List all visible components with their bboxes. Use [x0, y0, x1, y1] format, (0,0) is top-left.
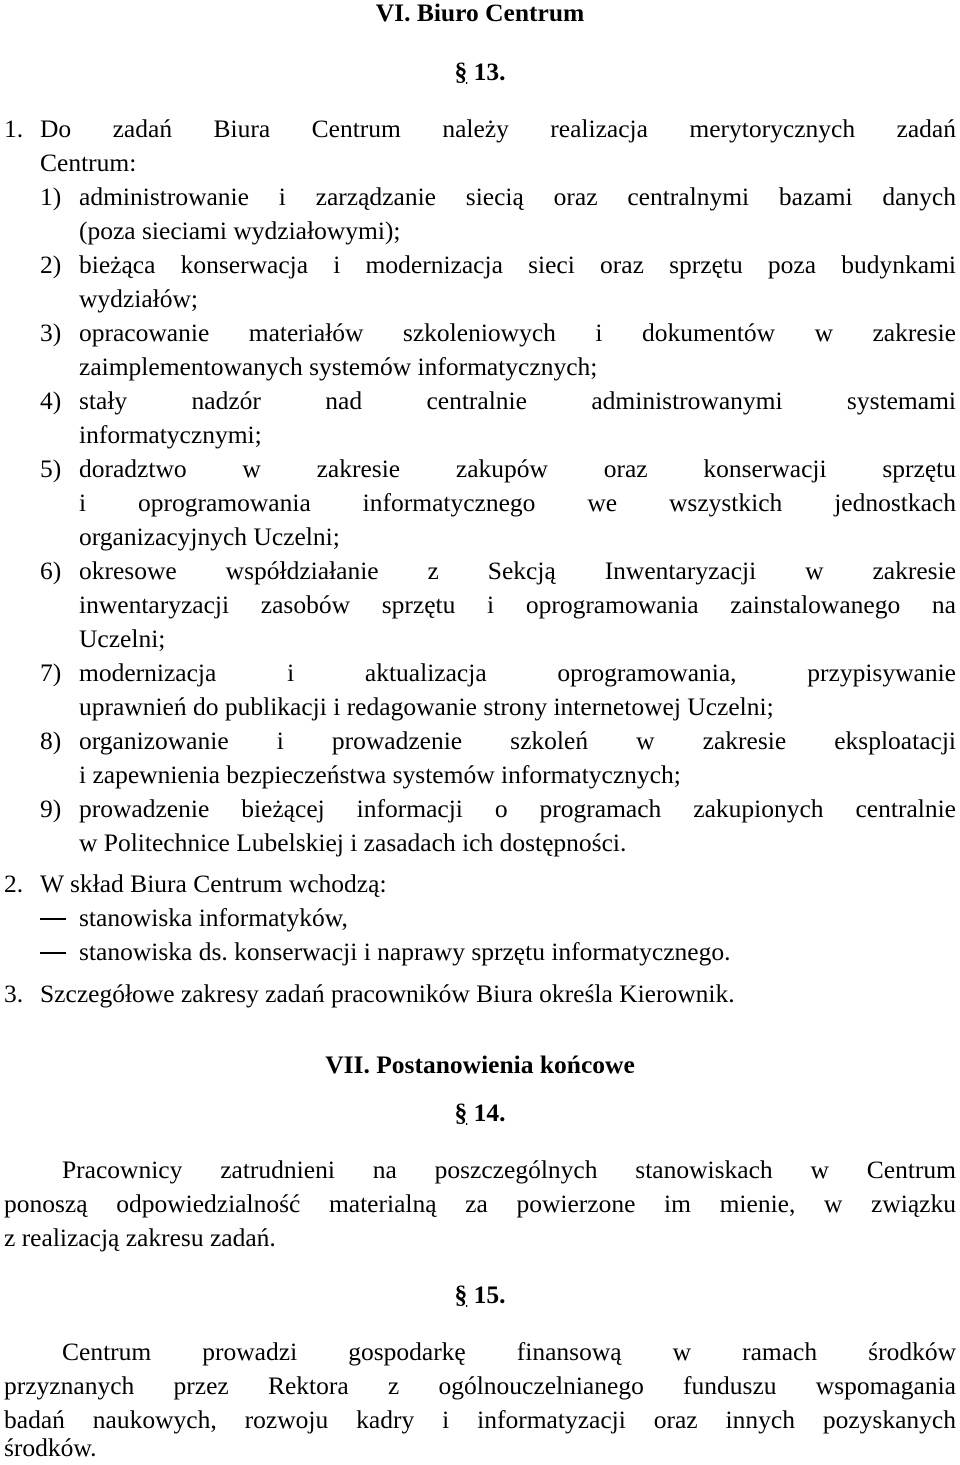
task-line: uprawnień do publikacji i redagowanie strony internetowej Uczelni;: [79, 692, 774, 721]
paragraph-14-text: [4, 1221, 956, 1255]
task-text: [79, 316, 956, 350]
section-sign-icon: §: [454, 57, 468, 86]
paragraph-15-number: 15.: [473, 1280, 506, 1309]
task-text: [79, 656, 956, 690]
item-1-number: 1.: [4, 114, 24, 143]
task-text: [79, 282, 956, 316]
task-line: w Politechnice Lubelskiej i zasadach ich dostępności.: [79, 828, 627, 857]
task-number: 8): [40, 726, 62, 755]
task-number: 9): [40, 794, 62, 823]
dash-item: [79, 901, 956, 935]
task-line: stały nadzór nad centralnie administrowanymi systemami: [79, 386, 956, 415]
paragraph-14-text: [4, 1187, 956, 1221]
section-sign-icon: §: [454, 1280, 468, 1309]
section-sign-icon: §: [454, 1098, 468, 1127]
dash-item: [79, 935, 956, 969]
paragraph-13-number: 13.: [473, 57, 506, 86]
paragraph-line: ponoszą odpowiedzialność materialną za powierzone im mienie, w związku: [4, 1189, 956, 1218]
paragraph-line: z realizacją zakresu zadań.: [4, 1223, 276, 1252]
task-number: 6): [40, 556, 62, 585]
task-number: 7): [40, 658, 62, 687]
item-2-line: W skład Biura Centrum wchodzą:: [40, 869, 387, 898]
paragraph-line: Pracownicy zatrudnieni na poszczególnych stanowiskach w Centrum: [62, 1155, 956, 1184]
paragraph-line: Centrum prowadzi gospodarkę finansową w ramach środków: [62, 1337, 956, 1366]
task-text: [79, 248, 956, 282]
task-text: [79, 622, 956, 656]
dash-item-text: stanowiska ds. konserwacji i naprawy sprzętu informatycznego.: [79, 937, 731, 966]
task-line: organizacyjnych Uczelni;: [79, 522, 340, 551]
item-3-text: [40, 977, 956, 1011]
item-2-text: [40, 867, 956, 901]
task-text: [79, 520, 956, 554]
task-text: [79, 418, 956, 452]
task-line: zaimplementowanych systemów informatycznych;: [79, 352, 598, 381]
task-text: [79, 792, 956, 826]
item-3-line: Szczegółowe zakresy zadań pracowników Biura określa Kierownik.: [40, 979, 735, 1008]
task-text: [79, 384, 956, 418]
item-1-intro-cont: [40, 146, 956, 180]
task-line: informatycznymi;: [79, 420, 262, 449]
item-3-number: 3.: [4, 979, 24, 1008]
task-text: [79, 180, 956, 214]
item-1-intro-line: Centrum:: [40, 148, 137, 177]
paragraph-15-text: [62, 1335, 956, 1369]
task-line: opracowanie materiałów szkoleniowych i dokumentów w zakresie: [79, 318, 956, 347]
paragraph-15-text: [4, 1369, 956, 1403]
task-text: [79, 588, 956, 622]
task-text: [79, 690, 956, 724]
task-line: doradztwo w zakresie zakupów oraz konserwacji sprzętu: [79, 454, 956, 483]
task-line: organizowanie i prowadzenie szkoleń w zakresie eksploatacji: [79, 726, 956, 755]
dash-bullet: [40, 952, 66, 954]
dash-item-text: stanowiska informatyków,: [79, 903, 348, 932]
task-text: [79, 452, 956, 486]
dash-bullet: [40, 918, 66, 920]
task-line: prowadzenie bieżącej informacji o programach zakupionych centralnie: [79, 794, 956, 823]
task-line: Uczelni;: [79, 624, 166, 653]
task-number: 3): [40, 318, 62, 347]
task-line: okresowe współdziałanie z Sekcją Inwentaryzacji w zakresie: [79, 556, 956, 585]
paragraph-14-mark: [0, 1096, 960, 1130]
task-number: 5): [40, 454, 62, 483]
item-2-number: 2.: [4, 869, 24, 898]
paragraph-line: badań naukowych, rozwoju kadry i informatyzacji oraz innych pozyskanych: [4, 1405, 956, 1434]
item-1-intro: [40, 112, 956, 146]
paragraph-14-text: [62, 1153, 956, 1187]
section-6-title: VI. Biuro Centrum: [375, 0, 585, 27]
task-text: [79, 214, 956, 248]
paragraph-15-mark: [0, 1278, 960, 1312]
task-line: wydziałów;: [79, 284, 198, 313]
task-line: inwentaryzacji zasobów sprzętu i oprogramowania zainstalowanego na: [79, 590, 956, 619]
task-line: modernizacja i aktualizacja oprogramowania, przypisywanie: [79, 658, 956, 687]
task-line: i zapewnienia bezpieczeństwa systemów informatycznych;: [79, 760, 681, 789]
task-line: bieżąca konserwacja i modernizacja sieci oraz sprzętu poza budynkami: [79, 250, 956, 279]
section-7-title: VII. Postanowienia końcowe: [325, 1050, 635, 1079]
task-text: [79, 826, 956, 860]
task-number: 2): [40, 250, 62, 279]
paragraph-line: przyznanych przez Rektora z ogólnouczelnianego funduszu wspomagania: [4, 1371, 956, 1400]
task-number: 4): [40, 386, 62, 415]
task-line: administrowanie i zarządzanie siecią oraz centralnymi bazami danych: [79, 182, 956, 211]
task-text: [79, 724, 956, 758]
paragraph-13-mark: [0, 55, 960, 89]
paragraph-line: środków.: [4, 1433, 97, 1462]
task-line: i oprogramowania informatycznego we wszystkich jednostkach: [79, 488, 956, 517]
paragraph-15-text: [4, 1431, 956, 1465]
task-text: [79, 486, 956, 520]
task-text: [79, 554, 956, 588]
task-line: (poza sieciami wydziałowymi);: [79, 216, 401, 245]
task-number: 1): [40, 182, 62, 211]
task-text: [79, 350, 956, 384]
paragraph-14-number: 14.: [473, 1098, 506, 1127]
item-1-intro-line: Do zadań Biura Centrum należy realizacja merytorycznych zadań: [40, 114, 956, 143]
task-text: [79, 758, 956, 792]
